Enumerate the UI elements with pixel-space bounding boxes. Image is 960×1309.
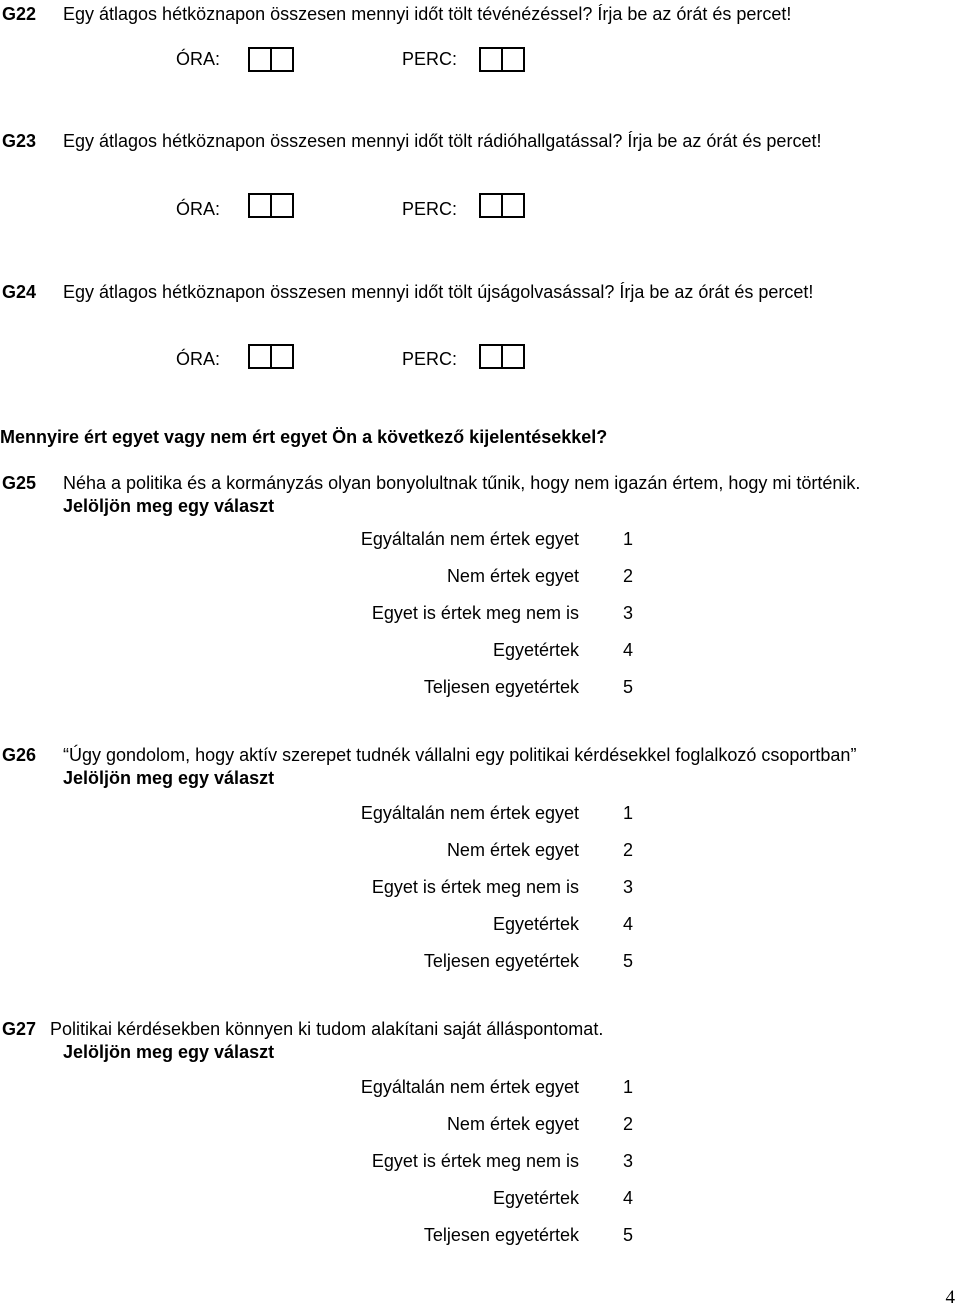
scale-option[interactable]: [0, 1151, 960, 1175]
digit-box[interactable]: [501, 344, 525, 369]
question-id: G24: [2, 282, 37, 302]
option-code[interactable]: 5: [623, 951, 634, 971]
question-text: Politikai kérdésekben könnyen ki tudom alakítani saját álláspontomat.: [50, 1019, 604, 1039]
option-code[interactable]: 2: [623, 840, 634, 860]
option-label: Egyetértek: [492, 914, 579, 934]
hour-input[interactable]: [248, 193, 294, 218]
digit-box[interactable]: [248, 344, 272, 369]
question-text: Egy átlagos hétköznapon összesen mennyi időt tölt tévénézéssel? Írja be az órát és percet!: [63, 4, 792, 24]
scale-option[interactable]: [0, 951, 960, 975]
option-label: Egyáltalán nem értek egyet: [360, 529, 579, 549]
minute-input[interactable]: [479, 344, 525, 369]
option-code[interactable]: 4: [623, 640, 634, 660]
digit-box[interactable]: [479, 344, 503, 369]
scale-option[interactable]: [0, 1077, 960, 1101]
page-number: 4: [945, 1287, 955, 1308]
hour-label: ÓRA:: [176, 199, 221, 219]
digit-box[interactable]: [501, 193, 525, 218]
scale-option[interactable]: [0, 640, 960, 664]
digit-box[interactable]: [248, 193, 272, 218]
instruction: Jelöljön meg egy választ: [63, 768, 275, 788]
minute-label: PERC:: [402, 349, 458, 369]
scale-option[interactable]: [0, 1114, 960, 1138]
question-id: G26: [2, 745, 37, 765]
option-code[interactable]: 1: [623, 803, 634, 823]
question-id: G27: [2, 1019, 37, 1039]
option-code[interactable]: 3: [623, 877, 634, 897]
section-heading: Mennyire ért egyet vagy nem ért egyet Ön a következő kijelentésekkel?: [0, 427, 608, 447]
scale-option[interactable]: [0, 566, 960, 590]
scale-option[interactable]: [0, 1225, 960, 1249]
option-label: Nem értek egyet: [446, 566, 579, 586]
option-label: Nem értek egyet: [446, 1114, 579, 1134]
option-code[interactable]: 3: [623, 1151, 634, 1171]
option-label: Egyetértek: [492, 640, 579, 660]
option-code[interactable]: 2: [623, 1114, 634, 1134]
option-code[interactable]: 3: [623, 603, 634, 623]
question-text: Egy átlagos hétköznapon összesen mennyi időt tölt újságolvasással? Írja be az órát és percet!: [63, 282, 814, 302]
question-id: G25: [2, 473, 37, 493]
digit-box[interactable]: [479, 47, 503, 72]
option-label: Teljesen egyetértek: [423, 951, 579, 971]
question-id: G23: [2, 131, 37, 151]
minute-input[interactable]: [479, 193, 525, 218]
option-label: Teljesen egyetértek: [423, 677, 579, 697]
question-text: Néha a politika és a kormányzás olyan bonyolultnak tűnik, hogy nem igazán értem, hogy mi történik.: [63, 473, 861, 493]
hour-label: ÓRA:: [176, 49, 221, 69]
scale-option[interactable]: [0, 877, 960, 901]
scale-option[interactable]: [0, 677, 960, 701]
digit-box[interactable]: [270, 344, 294, 369]
option-label: Egyet is értek meg nem is: [371, 603, 579, 623]
hour-input[interactable]: [248, 47, 294, 72]
minute-label: PERC:: [402, 49, 458, 69]
option-code[interactable]: 1: [623, 1077, 634, 1097]
minute-label: PERC:: [402, 199, 458, 219]
option-label: Teljesen egyetértek: [423, 1225, 579, 1245]
option-code[interactable]: 4: [623, 914, 634, 934]
option-code[interactable]: 1: [623, 529, 634, 549]
option-label: Nem értek egyet: [446, 840, 579, 860]
scale-option[interactable]: [0, 529, 960, 553]
option-code[interactable]: 5: [623, 1225, 634, 1245]
digit-box[interactable]: [270, 193, 294, 218]
scale-option[interactable]: [0, 914, 960, 938]
option-code[interactable]: 4: [623, 1188, 634, 1208]
scale-option[interactable]: [0, 1188, 960, 1212]
scale-option[interactable]: [0, 840, 960, 864]
digit-box[interactable]: [501, 47, 525, 72]
digit-box[interactable]: [270, 47, 294, 72]
option-label: Egyet is értek meg nem is: [371, 1151, 579, 1171]
question-text: Egy átlagos hétköznapon összesen mennyi időt tölt rádióhallgatással? Írja be az órát és percet!: [63, 131, 822, 151]
option-code[interactable]: 2: [623, 566, 634, 586]
option-label: Egyáltalán nem értek egyet: [360, 803, 579, 823]
scale-option[interactable]: [0, 603, 960, 627]
option-label: Egyáltalán nem értek egyet: [360, 1077, 579, 1097]
hour-input[interactable]: [248, 344, 294, 369]
minute-input[interactable]: [479, 47, 525, 72]
instruction: Jelöljön meg egy választ: [63, 496, 275, 516]
question-text: “Úgy gondolom, hogy aktív szerepet tudnék vállalni egy politikai kérdésekkel foglalkozó csoportban”: [63, 745, 857, 765]
scale-option[interactable]: [0, 803, 960, 827]
digit-box[interactable]: [248, 47, 272, 72]
digit-box[interactable]: [479, 193, 503, 218]
question-id: G22: [2, 4, 37, 24]
option-code[interactable]: 5: [623, 677, 634, 697]
instruction: Jelöljön meg egy választ: [63, 1042, 275, 1062]
option-label: Egyetértek: [492, 1188, 579, 1208]
hour-label: ÓRA:: [176, 349, 221, 369]
option-label: Egyet is értek meg nem is: [371, 877, 579, 897]
